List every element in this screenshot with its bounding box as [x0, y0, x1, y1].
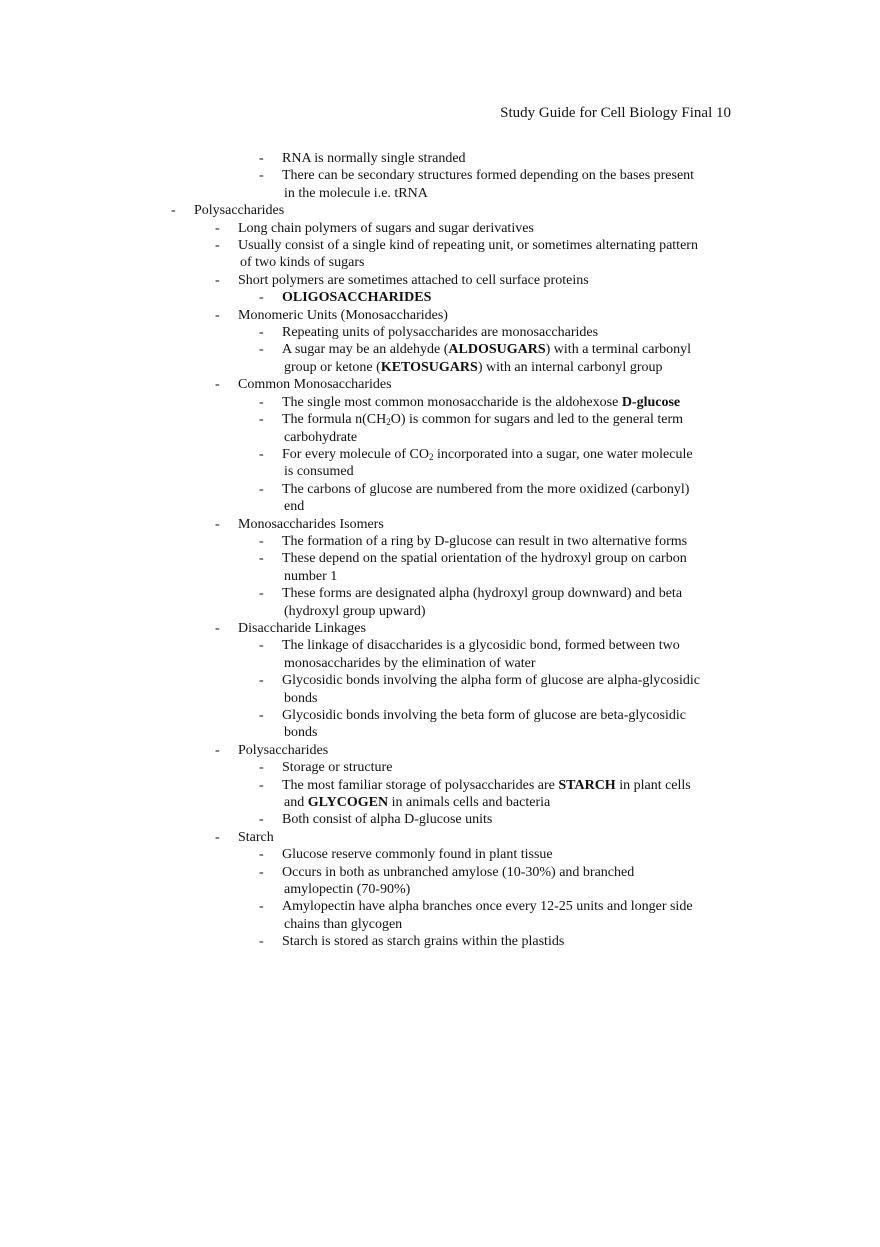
text-segment: A sugar may be an aldehyde (	[282, 342, 449, 358]
bullet-dash: -	[259, 325, 264, 341]
text-segment: The formation of a ring by D-glucose can result in two alternative forms	[282, 533, 688, 549]
text-line	[282, 585, 731, 602]
outline-item	[0, 237, 880, 272]
text-segment: Occurs in both as unbranched amylose (10-30%) and branched	[282, 864, 635, 880]
text-line	[238, 307, 731, 324]
bullet-dash: -	[259, 342, 264, 358]
outline-item-text	[238, 220, 880, 237]
outline-item-text	[282, 411, 880, 446]
bold-term: GLYCOGEN	[307, 795, 389, 811]
text-line	[282, 672, 731, 689]
outline-item-text	[282, 481, 880, 516]
bullet-dash: -	[259, 551, 264, 567]
outline-item	[0, 202, 880, 219]
text-segment: ) with an internal carbonyl group	[477, 359, 663, 375]
outline-item-text	[238, 307, 880, 324]
text-segment: These depend on the spatial orientation of the hydroxyl group on carbon	[282, 551, 687, 567]
outline-item	[0, 777, 880, 812]
outline-item	[0, 846, 880, 863]
text-segment: is consumed	[284, 464, 354, 480]
outline-item	[0, 637, 880, 672]
outline-item-text	[282, 289, 880, 306]
text-line	[282, 498, 731, 515]
text-line	[238, 220, 731, 237]
text-segment: Starch	[238, 829, 274, 845]
text-segment: The single most common monosaccharide is the aldohexose	[282, 394, 622, 410]
text-line	[282, 185, 731, 202]
text-segment: There can be secondary structures formed depending on the bases present	[282, 168, 695, 184]
text-line	[282, 898, 731, 915]
outline-item	[0, 620, 880, 637]
text-segment: monosaccharides by the elimination of water	[284, 655, 536, 671]
bullet-dash: -	[259, 899, 264, 915]
text-line	[282, 446, 731, 463]
outline-item-text	[238, 742, 880, 759]
text-segment: Polysaccharides	[238, 742, 329, 758]
text-line	[282, 603, 731, 620]
bullet-dash: -	[259, 847, 264, 863]
text-line	[282, 394, 731, 411]
text-line	[282, 324, 731, 341]
text-segment: in plant cells	[615, 777, 691, 793]
outline-item	[0, 933, 880, 950]
outline-item	[0, 446, 880, 481]
outline-item-text	[238, 272, 880, 289]
outline-item	[0, 707, 880, 742]
outline-item-text	[238, 376, 880, 393]
page-header: Study Guide for Cell Biology Final 10	[500, 105, 731, 121]
outline-item-text	[282, 637, 880, 672]
text-line	[194, 202, 731, 219]
bullet-dash: -	[215, 829, 220, 845]
outline-item-text	[282, 550, 880, 585]
outline-item	[0, 742, 880, 759]
outline-item-text	[194, 202, 880, 219]
text-line	[238, 272, 731, 289]
text-segment: The carbons of glucose are numbered from the more oxidized (carbonyl)	[282, 481, 690, 497]
outline-item-text	[282, 150, 880, 167]
outline-item	[0, 272, 880, 289]
text-line	[238, 254, 731, 271]
text-line	[282, 637, 731, 654]
text-line	[282, 481, 731, 498]
text-segment: Disaccharide Linkages	[238, 620, 366, 636]
bullet-dash: -	[215, 220, 220, 236]
outline-item	[0, 376, 880, 393]
outline-item	[0, 289, 880, 306]
bullet-dash: -	[259, 708, 264, 723]
text-segment: carbohydrate	[284, 429, 358, 445]
text-line	[238, 516, 731, 533]
text-line	[282, 933, 731, 950]
text-segment: Common Monosaccharides	[238, 377, 392, 393]
outline-item	[0, 341, 880, 376]
outline-item	[0, 411, 880, 446]
text-line	[282, 150, 731, 167]
outline-item	[0, 759, 880, 776]
outline-item	[0, 898, 880, 933]
bullet-dash: -	[259, 481, 264, 497]
text-segment: RNA is normally single stranded	[282, 151, 466, 166]
outline-item-text	[282, 167, 880, 202]
text-segment: incorporated into a sugar, one water molecule	[433, 446, 693, 462]
bold-term: STARCH	[558, 777, 616, 793]
outline-item	[0, 220, 880, 237]
outline-item-text	[282, 898, 880, 933]
text-segment: bonds	[284, 690, 318, 706]
outline-item-text	[282, 672, 880, 707]
bullet-dash: -	[259, 151, 264, 166]
text-segment: Monosaccharides Isomers	[238, 516, 384, 532]
text-segment: The most familiar storage of polysaccharides are	[282, 777, 559, 793]
outline-item-text	[238, 237, 880, 272]
outline-item-text	[238, 620, 880, 637]
text-line	[238, 620, 731, 637]
text-line	[282, 411, 731, 428]
text-segment: The linkage of disaccharides is a glycosidic bond, formed between two	[282, 638, 680, 654]
bullet-dash: -	[259, 533, 264, 549]
outline-item	[0, 324, 880, 341]
text-line	[282, 724, 731, 741]
text-segment: of two kinds of sugars	[240, 255, 365, 271]
bullet-dash: -	[259, 638, 264, 654]
text-segment: (hydroxyl group upward)	[284, 603, 426, 619]
study-guide-outline	[0, 150, 880, 951]
text-segment: O) is common for sugars and led to the general term	[390, 412, 684, 428]
outline-item	[0, 150, 880, 167]
text-segment: ) with a terminal carbonyl	[545, 342, 692, 358]
outline-item-text	[282, 324, 880, 341]
bullet-dash: -	[259, 412, 264, 428]
outline-item-text	[282, 759, 880, 776]
outline-item	[0, 811, 880, 828]
outline-item	[0, 672, 880, 707]
outline-item-text	[282, 933, 880, 950]
bullet-dash: -	[259, 168, 264, 184]
outline-item-text	[282, 394, 880, 411]
text-segment: Polysaccharides	[194, 203, 285, 219]
text-line	[282, 690, 731, 707]
bullet-dash: -	[215, 516, 220, 532]
text-line	[282, 759, 731, 776]
bullet-dash: -	[215, 742, 220, 758]
text-line	[282, 550, 731, 567]
bullet-dash: -	[259, 446, 264, 462]
text-line	[282, 811, 731, 828]
text-segment: Both consist of alpha D-glucose units	[282, 812, 493, 828]
text-segment: and	[284, 795, 308, 811]
text-segment: group or ketone (	[284, 359, 381, 375]
bullet-dash: -	[215, 620, 220, 636]
bullet-dash: -	[215, 307, 220, 323]
text-segment: bonds	[284, 725, 318, 741]
text-line	[282, 429, 731, 446]
bullet-dash: -	[259, 777, 264, 793]
text-segment: chains than glycogen	[284, 916, 403, 932]
bold-term: KETOSUGARS	[380, 359, 478, 375]
text-segment: For every molecule of CO	[282, 446, 429, 462]
subscript: 2	[386, 417, 391, 428]
outline-item	[0, 533, 880, 550]
outline-item	[0, 516, 880, 533]
text-line	[282, 463, 731, 480]
text-line	[282, 533, 731, 550]
text-segment: Starch is stored as starch grains within the plastids	[282, 934, 565, 950]
text-line	[238, 376, 731, 393]
bullet-dash: -	[215, 238, 220, 254]
text-segment: Glycosidic bonds involving the beta form of glucose are beta-glycosidic	[282, 708, 686, 723]
text-line	[282, 655, 731, 672]
outline-item-text	[282, 341, 880, 376]
bullet-dash: -	[215, 377, 220, 393]
outline-item-text	[282, 446, 880, 481]
text-line	[282, 846, 731, 863]
text-line	[282, 359, 731, 376]
outline-item	[0, 829, 880, 846]
text-segment: amylopectin (70-90%)	[284, 882, 411, 898]
bullet-dash: -	[259, 673, 264, 689]
outline-item-text	[282, 533, 880, 550]
text-segment: Storage or structure	[282, 760, 393, 776]
text-segment: Usually consist of a single kind of repeating unit, or sometimes alternating pattern	[238, 238, 698, 254]
text-line	[238, 742, 731, 759]
outline-item-text	[282, 864, 880, 899]
bullet-dash: -	[259, 934, 264, 950]
text-line	[282, 707, 731, 724]
text-line	[282, 568, 731, 585]
text-segment: Amylopectin have alpha branches once every 12-25 units and longer side	[282, 899, 693, 915]
outline-item-text	[282, 707, 880, 742]
bullet-dash: -	[259, 394, 264, 410]
text-segment: Monomeric Units (Monosaccharides)	[238, 307, 448, 323]
text-line	[282, 881, 731, 898]
text-segment: in the molecule i.e. tRNA	[284, 185, 428, 201]
outline-item	[0, 550, 880, 585]
text-segment: These forms are designated alpha (hydroxyl group downward) and beta	[282, 586, 683, 602]
outline-item	[0, 394, 880, 411]
text-line	[282, 777, 731, 794]
bullet-dash: -	[171, 203, 176, 219]
outline-item-text	[282, 846, 880, 863]
text-segment: The formula n(CH	[282, 412, 387, 428]
bullet-dash: -	[215, 272, 220, 288]
outline-item-text	[282, 811, 880, 828]
outline-item-text	[282, 777, 880, 812]
text-segment: Long chain polymers of sugars and sugar derivatives	[238, 220, 534, 236]
bold-term: OLIGOSACCHARIDES	[282, 290, 432, 306]
bullet-dash: -	[259, 586, 264, 602]
bold-term: ALDOSUGARS	[448, 342, 546, 358]
subscript: 2	[428, 451, 434, 462]
text-line	[282, 916, 731, 933]
outline-item-text	[282, 585, 880, 620]
text-line	[282, 794, 731, 811]
text-segment: Repeating units of polysaccharides are monosaccharides	[282, 325, 599, 341]
text-line	[282, 167, 731, 184]
text-line	[282, 864, 731, 881]
bullet-dash: -	[259, 290, 264, 306]
text-segment: number 1	[284, 568, 338, 584]
text-segment: end	[284, 499, 305, 515]
outline-item-text	[238, 516, 880, 533]
text-line	[282, 341, 731, 358]
bullet-dash: -	[259, 864, 264, 880]
bold-term: D-glucose	[621, 394, 681, 410]
text-segment: Glycosidic bonds involving the alpha form of glucose are alpha-glycosidic	[282, 673, 700, 689]
text-line	[238, 829, 731, 846]
bullet-dash: -	[259, 760, 264, 776]
bullet-dash: -	[259, 812, 264, 828]
outline-item	[0, 585, 880, 620]
text-segment: Glucose reserve commonly found in plant tissue	[282, 847, 553, 863]
text-segment: in animals cells and bacteria	[388, 795, 551, 811]
outline-item	[0, 307, 880, 324]
text-line	[282, 289, 731, 306]
outline-item	[0, 481, 880, 516]
outline-item	[0, 167, 880, 202]
text-segment: Short polymers are sometimes attached to cell surface proteins	[238, 272, 589, 288]
outline-item	[0, 864, 880, 899]
outline-item-text	[238, 829, 880, 846]
text-line	[238, 237, 731, 254]
